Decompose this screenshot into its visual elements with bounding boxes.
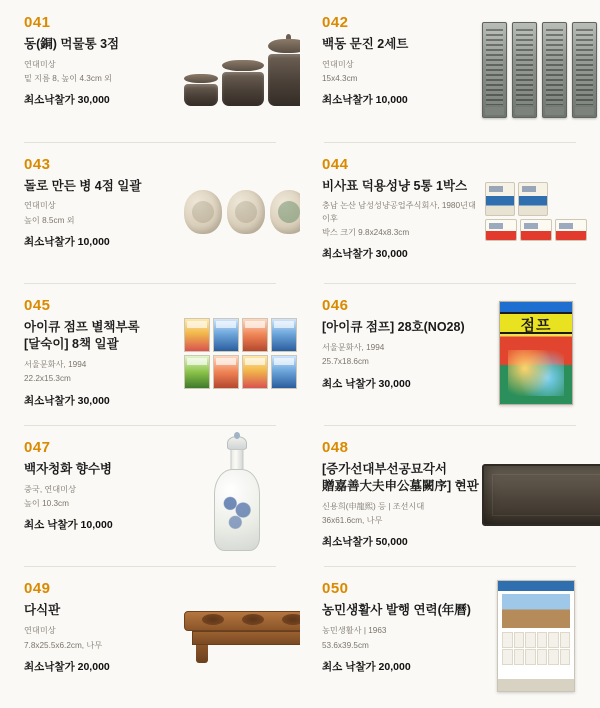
- tray-leg-left: [196, 645, 208, 663]
- lot-meta-line-2: 25.7x18.6cm: [322, 357, 369, 367]
- lot-text-block: [24, 297, 184, 407]
- lot-meta-line-2: 높이 8.5cm 외: [24, 215, 75, 225]
- lot-image[interactable]: [184, 580, 300, 692]
- calendar-photo: [502, 594, 570, 628]
- row-divider: [24, 566, 276, 567]
- matchbox-2: [518, 182, 548, 216]
- lot-cell-050[interactable]: [300, 566, 600, 708]
- lot-text-block: [24, 14, 184, 107]
- lot-cell-045[interactable]: [0, 283, 300, 425]
- lot-meta-line-2: 15x4.3cm: [322, 74, 358, 84]
- lot-image[interactable]: [482, 580, 590, 692]
- row-divider: [24, 425, 276, 426]
- wooden-plaque-illustration: [482, 464, 600, 526]
- lot-image[interactable]: [482, 14, 597, 126]
- lot-number: 045: [24, 297, 51, 315]
- comic-books-illustration: [184, 318, 297, 389]
- blue-painting-decoration: [220, 488, 254, 532]
- matchbox-3: [485, 219, 517, 241]
- calendar-header: [498, 581, 574, 591]
- lot-meta-line-2: 밑 지름 8, 높이 4.3cm 외: [24, 74, 112, 84]
- comic-2: [213, 318, 239, 352]
- lot-cell-047[interactable]: [0, 425, 300, 567]
- lot-meta-line-1: 농민생활사 | 1963: [322, 626, 387, 636]
- matchbox-1: [485, 182, 515, 216]
- lot-number: 044: [322, 155, 349, 173]
- plaque-1: [482, 22, 507, 118]
- lot-price: 최소 낙찰가 30,000: [322, 377, 411, 390]
- lot-number: 046: [322, 297, 349, 315]
- lot-title: 백자청화 향수병: [24, 461, 112, 476]
- matchbox-4: [520, 219, 552, 241]
- lot-number: 049: [24, 580, 51, 598]
- lot-image[interactable]: [482, 439, 600, 551]
- lot-text-block: [322, 580, 482, 673]
- magazine-title-text: 점프: [520, 317, 552, 335]
- lot-cell-049[interactable]: [0, 566, 300, 708]
- comic-1: [184, 318, 210, 352]
- bronze-container-large: [268, 34, 300, 106]
- lot-meta-line-1: 서울문화사, 1994: [322, 343, 385, 353]
- stone-3: [270, 190, 300, 234]
- lot-image[interactable]: [482, 156, 590, 268]
- lot-meta-line-2: 36x61.6cm, 나무: [322, 515, 383, 525]
- stone-2: [227, 190, 265, 234]
- comic-7: [242, 355, 268, 389]
- porcelain-bottle-illustration: [207, 436, 267, 554]
- lot-number: 042: [322, 14, 349, 31]
- lot-meta-line-2: 22.2x15.3cm: [24, 374, 71, 384]
- wooden-tray-illustration: [184, 605, 300, 667]
- lot-price: 최소 낙찰가 20,000: [322, 660, 411, 673]
- lot-cell-043[interactable]: [0, 142, 300, 284]
- lot-title: 농민생활사 발행 연력(年曆): [322, 603, 471, 618]
- plaque-3: [542, 22, 567, 118]
- lot-price: 최소낙찰가 30,000: [24, 94, 110, 107]
- lot-title: 백동 문진 2세트: [322, 37, 409, 51]
- lot-price: 최소낙찰가 20,000: [24, 660, 110, 673]
- lot-image[interactable]: [184, 297, 297, 409]
- lot-price: 최소낙찰가 30,000: [322, 248, 408, 261]
- lot-text-block: [322, 14, 482, 107]
- lot-title: [증가선대부선공묘각서 贈嘉善大夫申公墓闕序] 현판: [322, 461, 479, 493]
- row-divider: [324, 566, 576, 567]
- lot-cell-041[interactable]: [0, 0, 300, 142]
- lot-image[interactable]: [482, 297, 590, 409]
- lot-text-block: [24, 156, 184, 249]
- lot-text-block: [322, 439, 482, 549]
- lot-title: [아이큐 점프] 28호(NO28): [322, 320, 465, 335]
- row-divider: [324, 142, 576, 143]
- lot-text-block: [322, 297, 482, 390]
- lot-meta-line-2: 53.6x39.5cm: [322, 640, 369, 650]
- lot-meta-line-2: 7.8x25.5x6.2cm, 나무: [24, 640, 103, 650]
- lot-meta-line-2: 박스 크기 9.8x24x8.3cm: [322, 228, 410, 238]
- lot-price: 최소 낙찰가 10,000: [24, 519, 113, 532]
- plaque-2: [512, 22, 537, 118]
- bottle-neck: [231, 449, 244, 471]
- lot-cell-042[interactable]: [300, 0, 600, 142]
- plaque-4: [572, 22, 597, 118]
- lot-image[interactable]: [184, 14, 300, 126]
- lot-title: 아이큐 점프 별책부록 [달숙이] 8책 일괄: [24, 320, 140, 352]
- comic-3: [242, 318, 268, 352]
- lot-title: 다식판: [24, 603, 61, 618]
- tray-apron: [192, 631, 300, 645]
- calendar-month-grid: [502, 632, 570, 665]
- lot-image[interactable]: [184, 156, 300, 268]
- lot-image[interactable]: [184, 439, 290, 551]
- lot-title: 돌로 만든 병 4점 일괄: [24, 178, 142, 193]
- lot-text-block: [24, 439, 184, 532]
- matchbox-5: [555, 219, 587, 241]
- row-divider: [324, 425, 576, 426]
- lot-meta-line-1: 연대미상: [24, 626, 56, 636]
- comic-5: [184, 355, 210, 389]
- stone-1: [184, 190, 222, 234]
- lot-price: 최소낙찰가 30,000: [24, 394, 110, 407]
- lot-cell-046[interactable]: [300, 283, 600, 425]
- lot-number: 047: [24, 438, 51, 456]
- lot-meta-line-1: 중국, 연대미상: [24, 484, 77, 494]
- lot-meta-line-1: 신용희(申龍熙) 등 | 조선시대: [322, 501, 425, 511]
- lot-text-block: [24, 580, 184, 673]
- bronze-plaques-illustration: [482, 22, 597, 118]
- match-row-top: [485, 182, 548, 216]
- magazine-cover-illustration: [499, 301, 573, 405]
- lot-price: 최소낙찰가 50,000: [322, 536, 408, 549]
- comic-4: [271, 318, 297, 352]
- lot-title: 비사표 덕용성냥 5통 1박스: [322, 178, 468, 193]
- row-divider: [24, 283, 276, 284]
- lot-price: 최소낙찰가 10,000: [322, 94, 408, 107]
- stone-bottles-illustration: [184, 190, 300, 234]
- lot-cell-044[interactable]: [300, 142, 600, 284]
- lot-meta-line-2: 높이 10.3cm: [24, 498, 69, 508]
- lot-meta-line-1: 연대미상: [322, 59, 354, 69]
- comic-6: [213, 355, 239, 389]
- lot-cell-048[interactable]: [300, 425, 600, 567]
- lot-number: 043: [24, 155, 51, 173]
- bronze-containers-illustration: [184, 34, 300, 106]
- lot-number: 048: [322, 438, 349, 456]
- lot-meta-line-1: 충남 논산 남성성냥공업주식회사, 1980년대 이후: [322, 201, 476, 223]
- bronze-container-small: [184, 74, 218, 106]
- lot-number: 050: [322, 580, 349, 598]
- calendar-illustration: [497, 580, 575, 692]
- lot-price: 최소낙찰가 10,000: [24, 236, 110, 249]
- row-divider: [324, 283, 576, 284]
- calendar-footer: [498, 679, 574, 691]
- row-divider: [24, 142, 276, 143]
- match-boxes-illustration: [485, 182, 587, 241]
- bottle-lid: [227, 436, 247, 450]
- bronze-container-medium: [222, 60, 264, 106]
- lot-number: 041: [24, 14, 51, 31]
- lot-text-block: [322, 156, 482, 262]
- comic-8: [271, 355, 297, 389]
- match-row-bottom: [485, 219, 587, 241]
- lot-meta-line-1: 연대미상: [24, 59, 56, 69]
- lot-title: 동(銅) 먹물통 3점: [24, 37, 120, 51]
- magazine-artwork: [508, 350, 564, 396]
- lot-meta-line-1: 연대미상: [24, 201, 56, 211]
- lot-meta-line-1: 서울문화사, 1994: [24, 359, 87, 369]
